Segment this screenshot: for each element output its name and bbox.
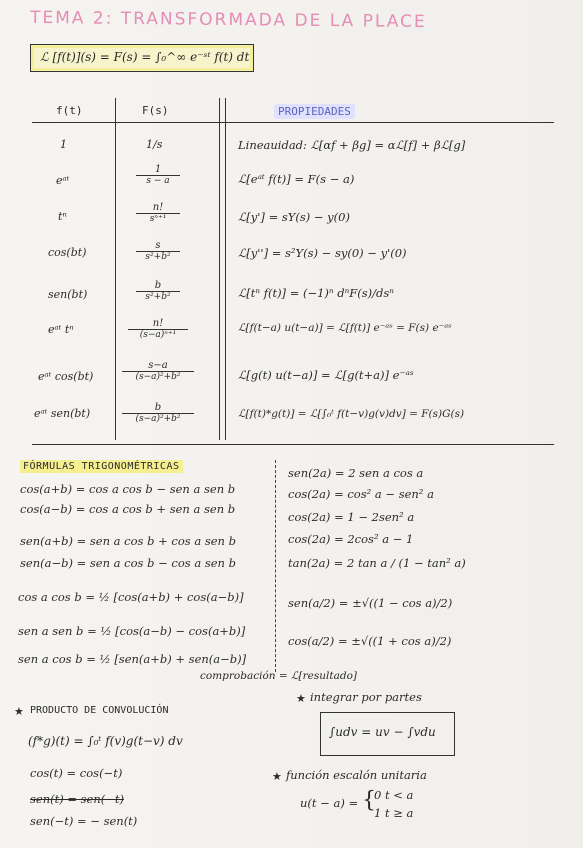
trig-formula: cos(2a) = 1 − 2sen² a [288,510,415,524]
table-row-F: $\frac{b}{\text{(s−a)²+b²}}$ [122,402,194,424]
trig-formula: sen(2a) = 2 sen a cos a [288,466,424,480]
sen-struck-identity: sen(t) = sen(−t) [30,792,124,806]
property-first-derivative: ℒ[y'] = sY(s) − y(0) [238,210,350,224]
page-title: TEMA 2: TRANSFORMADA DE LA PLACE [29,7,427,33]
trig-column-divider [275,460,276,672]
unit-step-case: 0 t < a [374,788,414,802]
trig-formula: sen a cos b = ½ [sen(a+b) + sen(a−b)] [18,652,247,666]
table-row-f: sen(bt) [48,288,88,301]
trig-formula: cos(a/2) = ±√((1 + cos a)/2) [288,634,452,648]
table-divider-2a [219,98,220,440]
trig-section-title: FÓRMULAS TRIGONOMÉTRICAS [20,460,183,473]
property-second-derivative: ℒ[y''] = s²Y(s) − sy(0) − y'(0) [238,246,407,260]
header-F: F(s) [142,104,169,117]
integration-by-parts-formula: ∫udv = uv − ∫vdu [329,725,436,739]
convolution-title: PRODUCTO DE CONVOLUCIÓN [30,705,169,716]
trig-formula: sen a sen b = ½ [cos(a−b) − cos(a+b)] [18,624,246,638]
brace-icon: { [362,788,376,813]
property-time-shift: ℒ[f(t−a) u(t−a)] = ℒ[f(t)] e⁻ᵃˢ = F(s) e⁻ᵃˢ [238,322,452,334]
table-row-F: $\frac{n!}{\text{(s−a)ⁿ⁺¹}}$ [128,318,188,340]
star-icon: ★ [272,770,282,783]
integration-by-parts-title: integrar por partes [310,690,422,704]
property-step-shift: ℒ[g(t) u(t−a)] = ℒ[g(t+a)] e⁻ᵃˢ [238,368,414,382]
sen-odd-identity: sen(−t) = − sen(t) [30,814,138,828]
table-row-F: $\frac{b}{\text{s²+b²}}$ [136,280,180,302]
table-row-F: $\frac{n!}{\text{sⁿ⁺¹}}$ [136,202,180,224]
table-row-f: tⁿ [58,210,67,223]
trig-formula: sen(a/2) = ±√((1 − cos a)/2) [288,596,453,610]
trig-formula: cos a cos b = ½ [cos(a+b) + cos(a−b)] [18,590,244,604]
trig-formula: cos(a−b) = cos a cos b + sen a sen b [20,502,236,516]
definition-formula: ℒ [f(t)](s) = F(s) = ∫₀^∞ e⁻ˢᵗ f(t) dt [40,50,250,64]
star-icon: ★ [14,705,24,718]
table-divider-2b [225,98,226,440]
unit-step-lhs: u(t − a) = [300,796,359,810]
table-row-F: $\frac{s-a}{\text{(s−a)²+b²}}$ [122,360,194,382]
header-f: f(t) [56,104,83,117]
definition-box [30,44,254,72]
property-linearity: Lineauidad: ℒ[αf + βg] = αℒ[f] + βℒ[g] [238,138,466,152]
cos-even-identity: cos(t) = cos(−t) [30,766,123,780]
table-divider-1 [115,98,116,440]
table-row-f: eᵃᵗ [56,174,70,187]
table-row-f: cos(bt) [48,246,87,259]
table-row-f: eᵃᵗ tⁿ [48,323,74,336]
property-shift: ℒ[eᵃᵗ f(t)] = F(s − a) [238,172,355,186]
unit-step-case: 1 t ≥ a [374,806,414,820]
header-properties: PROPIEDADES [274,104,355,119]
table-header-rule [32,122,554,123]
table-row-F: $\frac{s}{\text{s²+b²}}$ [136,240,180,262]
star-icon: ★ [296,692,306,705]
table-row-F: $\frac{1}{s - a}$ [136,164,180,186]
trig-formula: cos(2a) = 2cos² a − 1 [288,532,414,546]
table-bottom-rule [32,444,554,445]
trig-formula: cos(a+b) = cos a cos b − sen a sen b [20,482,236,496]
table-row-F: 1/s [146,138,163,151]
integration-by-parts-box [320,712,455,756]
property-multiplication-tn: ℒ[tⁿ f(t)] = (−1)ⁿ dⁿF(s)/dsⁿ [238,286,394,300]
trig-formula: sen(a−b) = sen a cos b − cos a sen b [20,556,236,570]
table-row-f: eᵃᵗ sen(bt) [34,407,91,420]
trig-formula: cos(2a) = cos² a − sen² a [288,487,434,501]
convolution-formula: (f*g)(t) = ∫₀ᵗ f(v)g(t−v) dv [28,734,183,748]
trig-formula: tan(2a) = 2 tan a / (1 − tan² a) [288,556,466,570]
table-row-f: 1 [60,138,67,151]
table-row-f: eᵃᵗ cos(bt) [38,370,94,383]
unit-step-title: función escalón unitaria [286,768,427,782]
check-note: comprobación = ℒ[resultado] [200,670,358,682]
property-convolution: ℒ[f(t)*g(t)] = ℒ[∫₀ᵗ f(t−v)g(v)dv] = F(s)G(s) [238,408,465,420]
trig-formula: sen(a+b) = sen a cos b + cos a sen b [20,534,236,548]
